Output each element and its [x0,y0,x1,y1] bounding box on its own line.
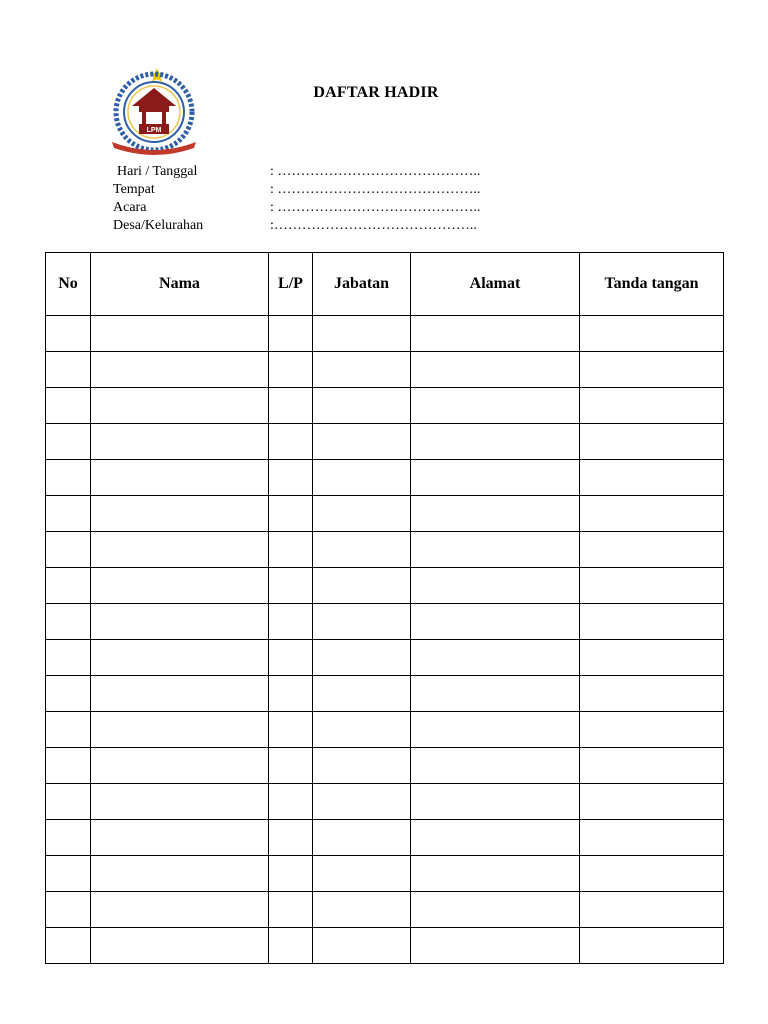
cell-no[interactable] [46,460,91,496]
cell-lp[interactable] [269,532,313,568]
table-row [46,460,724,496]
cell-lp[interactable] [269,316,313,352]
cell-alamat[interactable] [411,352,580,388]
cell-jabatan[interactable] [313,604,411,640]
cell-lp[interactable] [269,604,313,640]
table-row [46,352,724,388]
cell-tanda-tangan[interactable] [580,388,724,424]
cell-jabatan[interactable] [313,568,411,604]
cell-alamat[interactable] [411,676,580,712]
cell-no[interactable] [46,676,91,712]
cell-jabatan[interactable] [313,496,411,532]
cell-no[interactable] [46,388,91,424]
cell-tanda-tangan[interactable] [580,568,724,604]
cell-tanda-tangan[interactable] [580,712,724,748]
column-header-nama: Nama [91,253,269,316]
cell-nama[interactable] [91,784,269,820]
cell-alamat[interactable] [411,784,580,820]
column-header-alamat: Alamat [411,253,580,316]
cell-jabatan[interactable] [313,388,411,424]
info-label-acara: Acara [113,200,147,215]
cell-tanda-tangan[interactable] [580,928,724,964]
cell-jabatan[interactable] [313,532,411,568]
cell-nama[interactable] [91,352,269,388]
cell-alamat[interactable] [411,604,580,640]
cell-nama[interactable] [91,388,269,424]
column-header-jabatan: Jabatan [313,253,411,316]
cell-jabatan[interactable] [313,676,411,712]
lpm-emblem-icon [106,66,202,156]
cell-lp[interactable] [269,892,313,928]
cell-nama[interactable] [91,748,269,784]
cell-tanda-tangan[interactable] [580,784,724,820]
cell-nama[interactable] [91,496,269,532]
cell-jabatan[interactable] [313,784,411,820]
cell-nama[interactable] [91,640,269,676]
table-row [46,928,724,964]
cell-alamat[interactable] [411,496,580,532]
cell-tanda-tangan[interactable] [580,820,724,856]
cell-tanda-tangan[interactable] [580,316,724,352]
cell-nama[interactable] [91,460,269,496]
cell-nama[interactable] [91,424,269,460]
cell-alamat[interactable] [411,316,580,352]
cell-no[interactable] [46,640,91,676]
cell-tanda-tangan[interactable] [580,748,724,784]
table-row [46,532,724,568]
cell-no[interactable] [46,496,91,532]
cell-tanda-tangan[interactable] [580,532,724,568]
cell-lp[interactable] [269,820,313,856]
cell-jabatan[interactable] [313,352,411,388]
cell-nama[interactable] [91,712,269,748]
info-value-acara[interactable]: : …………………………………….. [270,200,481,215]
cell-nama[interactable] [91,928,269,964]
cell-alamat[interactable] [411,928,580,964]
lpm-logo [106,66,202,156]
table-row [46,604,724,640]
page-title: DAFTAR HADIR [313,84,439,101]
table-row [46,748,724,784]
cell-no[interactable] [46,820,91,856]
cell-alamat[interactable] [411,748,580,784]
cell-alamat[interactable] [411,388,580,424]
cell-no[interactable] [46,712,91,748]
cell-nama[interactable] [91,604,269,640]
cell-lp[interactable] [269,352,313,388]
cell-no[interactable] [46,604,91,640]
cell-no[interactable] [46,352,91,388]
table-row [46,856,724,892]
cell-lp[interactable] [269,568,313,604]
cell-alamat[interactable] [411,424,580,460]
cell-alamat[interactable] [411,856,580,892]
cell-nama[interactable] [91,856,269,892]
cell-alamat[interactable] [411,532,580,568]
cell-jabatan[interactable] [313,748,411,784]
cell-nama[interactable] [91,316,269,352]
table-row [46,316,724,352]
cell-no[interactable] [46,424,91,460]
cell-no[interactable] [46,568,91,604]
column-header-no: No [46,253,91,316]
table-row [46,640,724,676]
attendance-table [45,252,724,964]
cell-tanda-tangan[interactable] [580,424,724,460]
cell-no[interactable] [46,928,91,964]
cell-lp[interactable] [269,856,313,892]
cell-no[interactable] [46,316,91,352]
cell-no[interactable] [46,748,91,784]
table-body [46,316,724,964]
cell-nama[interactable] [91,532,269,568]
cell-alamat[interactable] [411,820,580,856]
cell-alamat[interactable] [411,460,580,496]
cell-lp[interactable] [269,784,313,820]
cell-tanda-tangan[interactable] [580,604,724,640]
table-row [46,820,724,856]
info-label-desa-kelurahan: Desa/Kelurahan [113,218,204,233]
cell-no[interactable] [46,784,91,820]
cell-tanda-tangan[interactable] [580,496,724,532]
cell-alamat[interactable] [411,892,580,928]
cell-lp[interactable] [269,640,313,676]
column-header-tanda-tangan: Tanda tangan [580,253,724,316]
info-label-tempat: Tempat [113,182,155,197]
cell-jabatan[interactable] [313,856,411,892]
cell-lp[interactable] [269,676,313,712]
cell-nama[interactable] [91,676,269,712]
table-header-row [46,253,724,316]
table-row [46,784,724,820]
cell-lp[interactable] [269,748,313,784]
cell-lp[interactable] [269,424,313,460]
logo-text: LPM [146,127,162,134]
cell-jabatan[interactable] [313,712,411,748]
info-label-hari-tanggal: Hari / Tanggal [117,164,198,179]
cell-no[interactable] [46,892,91,928]
cell-nama[interactable] [91,892,269,928]
info-value-tempat[interactable]: : …………………………………….. [270,182,481,197]
cell-jabatan[interactable] [313,892,411,928]
cell-lp[interactable] [269,496,313,532]
info-value-desa-kelurahan[interactable]: :…………………………………….. [270,218,477,233]
table-row [46,424,724,460]
cell-alamat[interactable] [411,712,580,748]
cell-tanda-tangan[interactable] [580,640,724,676]
table-row [46,568,724,604]
cell-jabatan[interactable] [313,316,411,352]
table-row [46,388,724,424]
cell-no[interactable] [46,532,91,568]
cell-tanda-tangan[interactable] [580,460,724,496]
cell-tanda-tangan[interactable] [580,856,724,892]
cell-jabatan[interactable] [313,460,411,496]
cell-no[interactable] [46,856,91,892]
table-row [46,676,724,712]
cell-jabatan[interactable] [313,820,411,856]
cell-alamat[interactable] [411,640,580,676]
info-value-hari-tanggal[interactable]: : …………………………………….. [270,164,481,179]
cell-tanda-tangan[interactable] [580,892,724,928]
cell-lp[interactable] [269,928,313,964]
cell-jabatan[interactable] [313,640,411,676]
table-row [46,712,724,748]
cell-jabatan[interactable] [313,928,411,964]
cell-nama[interactable] [91,568,269,604]
cell-lp[interactable] [269,388,313,424]
cell-lp[interactable] [269,460,313,496]
table-row [46,892,724,928]
cell-alamat[interactable] [411,568,580,604]
cell-nama[interactable] [91,820,269,856]
cell-jabatan[interactable] [313,424,411,460]
cell-tanda-tangan[interactable] [580,676,724,712]
table-row [46,496,724,532]
cell-tanda-tangan[interactable] [580,352,724,388]
column-header-lp: L/P [269,253,313,316]
cell-lp[interactable] [269,712,313,748]
